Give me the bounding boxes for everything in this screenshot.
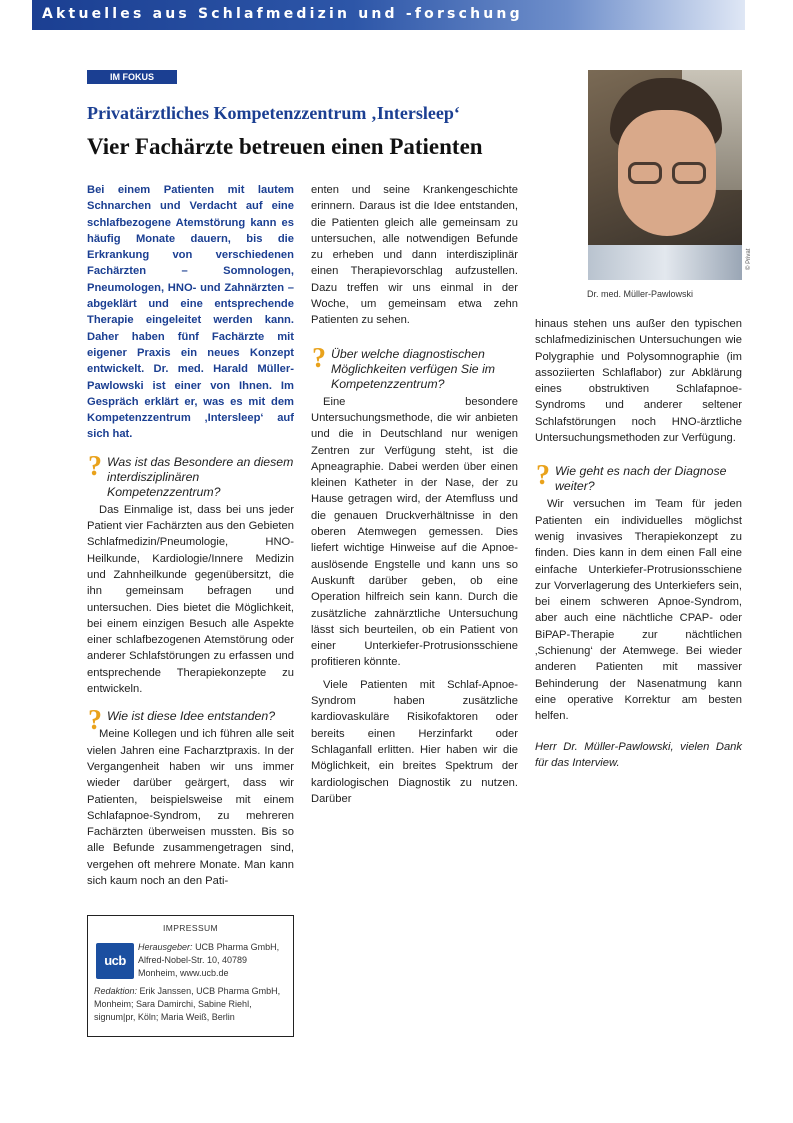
article-title: Vier Fachärzte betreuen einen Patienten <box>87 134 483 159</box>
question-1 <box>87 450 294 500</box>
answer-3-paragraph-2-part-1: Viele Patienten mit Schlaf-Apnoe-Syndrom haben zusätzliche kardiovaskuläre Risikofaktoren oder bereits einen Herzinfarkt oder Schlaganfall erlitten. Hier haben wir die Möglichkeit, ein breites Spektrum der kardiologischen Diagnostik zu nutzen. Darüber <box>311 678 518 805</box>
impressum-editorial <box>94 985 287 1024</box>
answer-2-part-1: Meine Kollegen und ich führen alle seit vielen Jahren eine Facharztpraxis. In der Vergangenheit haben wir uns immer wieder darüber geärgert, dass wir Patienten, beispielsweise mit einem Schlafapnoe-Syndrom, zu mehreren Fachärzten überweisen mussten. Bis so alle Befunde zusammengetragen sind, vergehen oft mehrere Monate. Man kann sich kaum noch an den Pati- <box>87 728 294 887</box>
column-2 <box>311 182 518 807</box>
question-mark-icon: ? <box>312 342 326 374</box>
question-2-text: Wie ist diese Idee entstanden? <box>107 709 276 724</box>
answer-2-part-2: enten und seine Krankengeschichte erinnern. Daraus ist die Idee entstanden, die Patienten gleich alle gemeinsam zu untersuchen, alle notwendigen Befunde zu erheben und dann interdisziplinär einen Therapievorschlag aufzustellen. Dazu treffen wir uns einmal in der Woche, um gemeinsam etwa zehn Patienten zu sehen. <box>311 184 518 327</box>
question-1-text: Was ist das Besondere an diesem interdisziplinären Kompetenzzentrum? <box>107 454 294 499</box>
glasses-right <box>672 162 706 184</box>
answer-4: Wir versuchen im Team für jeden Patienten ein individuelles möglichst wenig invasives Therapiekonzept zu finden. Dies kann in dem einen Fall eine einfache Unterkiefer-Protrusionsschiene zur Vorverlagerung des Unterkiefers sein, bei einem schweren Apnoe-Syndrom, aber auch eine nächtliche CPAP- oder BiPAP-Therapie zur nächtlichen ‚Schienung‘ der Atemwege. Bei wieder anderen Patienten mit massiver Behinderung der Nasenatmung kann eine operative Korrektur am besten helfen. <box>535 498 742 723</box>
portrait-photo <box>588 70 742 280</box>
header-banner <box>32 0 745 30</box>
question-3-text: Über welche diagnostischen Möglichkeiten verfügen Sie im Kompetenzzentrum? <box>331 346 496 391</box>
impressum-box <box>87 915 294 1037</box>
section-tag: IM FOKUS <box>87 70 177 84</box>
answer-3-paragraph-1: Eine besondere Untersuchungsmethode, die wir anbieten und die in Deutschland nur wenigen Zentren zur Verfügung steht, ist die Apneagraphie. Dabei werden über einen kleinen Katheter in der Nase, der zu Hause getragen wird, der Atemfluss und die genauen Druckverhältnisse in den oberen Atemwegen gemessen. Dies liefert wichtige Hinweise auf die Apnoe-auslösende Engstelle und kann uns so Auskunft darüber geben, ob eine Operation hilfreich sein kann. Durch die zusätzliche zahnärztliche Untersuchung lässt sich beurteilen, ob ein Patient von einer Unterkiefer-Protrusionsschiene profitieren könnte. <box>311 395 518 669</box>
photo-shirt <box>588 245 742 280</box>
photo-credit: © Privat <box>746 248 752 270</box>
ucb-logo: ucb <box>96 943 134 979</box>
answer-1: Das Einmalige ist, dass bei uns jeder Patient vier Fachärzten aus den Gebieten Schlafmedizin/Pneumologie, HNO-Heilkunde, Kardiologie/Innere Medizin und Zahnheilkunde gegenübersitzt, die ihn gemeinsam befragen und untersuchen. Dies bietet die Möglichkeit, bei einem einzigen Besuch alle Aspekte einer schlafbezogenen Atemstörung oder anderer Schlafstörungen zu erfassen und entsprechende Therapiekonzepte zu entwickeln. <box>87 503 294 696</box>
column-3 <box>535 316 742 771</box>
lead-paragraph: Bei einem Patienten mit lautem Schnarchen und Verdacht auf eine schlafbezogene Atemstörung kann es häufig Monate dauern, bis die Erkrankung von verschiedenen Fachärzten – Somnologen, Pneumologen, HNO- und Zahnärzten – abgeklärt und eine entsprechende Therapie eingeleitet werden kann. Daher haben fünf Fachärzte mit eigener Praxis ein neues Konzept entwickelt. Dr. med. Harald Müller-Pawlowski ist einer von Ihnen. Im Gespräch erklärt er, was es mit dem Kompetenzzentrum ‚Intersleep‘ auf sich hat. <box>87 184 294 441</box>
question-4 <box>535 460 742 494</box>
answer-3-paragraph-2-part-2: hinaus stehen uns außer den typischen schlafmedizinischen Untersuchungen wie Polygraphie und Polysomnographie (im assoziierten Schlaflabor) zur Abklärung eines obstruktiven Schlafapnoe-Syndroms und anderer seltener Schlafstörungen noch HNO-ärztliche Untersuchungsmethoden zur Verfügung. <box>535 318 742 445</box>
editorial-text: Erik Janssen, UCB Pharma GmbH, Monheim; Sara Damirchi, Sabine Riehl, signum|pr, Köln; Maria Weiß, Berlin <box>94 986 281 1022</box>
column-1 <box>87 182 294 889</box>
glasses-left <box>628 162 662 184</box>
question-2 <box>87 705 294 737</box>
question-mark-icon: ? <box>88 450 102 482</box>
article-subtitle: Privatärztliches Kompetenzzentrum ‚Intersleep‘ <box>87 103 460 123</box>
photo-caption: Dr. med. Müller-Pawlowski <box>587 289 694 299</box>
question-mark-icon: ? <box>88 705 102 737</box>
impressum-title: IMPRESSUM <box>162 923 219 933</box>
closing-remark: Herr Dr. Müller-Pawlowski, vielen Dank für das Interview. <box>535 740 742 769</box>
banner-title: Aktuelles aus Schlafmedizin und -forschung <box>42 6 523 22</box>
editorial-label: Redaktion: <box>94 986 138 996</box>
question-4-text: Wie geht es nach der Diagnose weiter? <box>555 464 727 494</box>
publisher-text: UCB Pharma GmbH, Alfred-Nobel-Str. 10, 40789 Monheim, www.ucb.de <box>138 942 280 978</box>
question-3 <box>311 342 518 392</box>
question-mark-icon: ? <box>536 460 550 492</box>
impressum-publisher-row <box>94 941 287 981</box>
publisher-label: Herausgeber: <box>138 942 193 952</box>
